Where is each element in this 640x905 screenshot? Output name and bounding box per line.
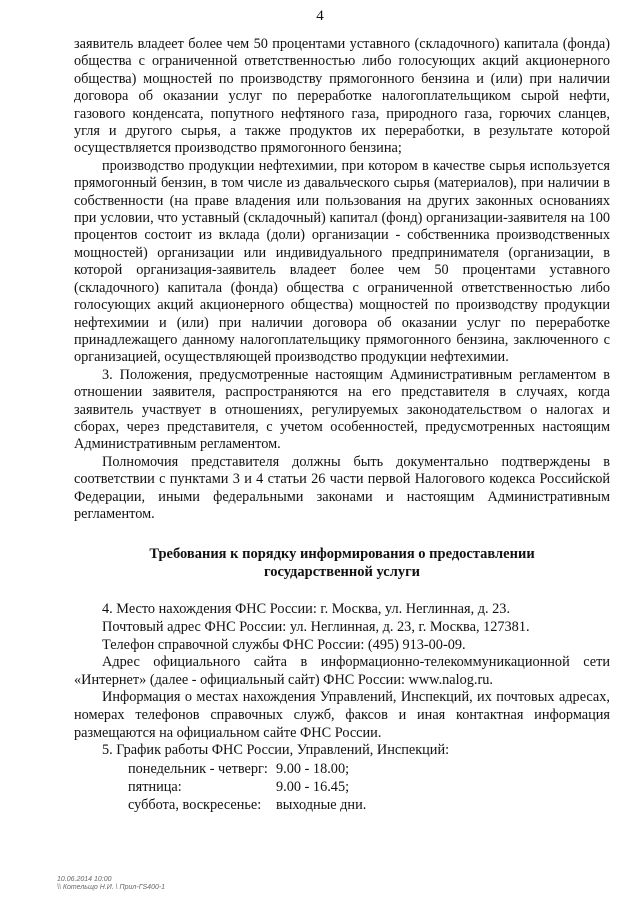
- phone-line: Телефон справочной службы ФНС России: (495) 913-00-09.: [102, 636, 466, 653]
- footer-timestamp: 10.06.2014 10:00: [57, 876, 112, 883]
- website-paragraph: Адрес официального сайта в информационно-телекоммуникационной сети «Интернет» (далее - официальный сайт) ФНС России: www.nalog.ru.: [74, 654, 610, 688]
- schedule-day: суббота, воскресенье:: [128, 796, 262, 813]
- schedule-hours: выходные дни.: [276, 796, 367, 813]
- document-footer: [57, 876, 165, 892]
- section-heading-line2: государственной услуги: [263, 564, 421, 581]
- paragraph-clause-3: 3. Положения, предусмотренные настоящим Административным регламентом в отношении заявителя, распространяются на его представителя в случаях, когда заявитель участвует в отношениях, регулируемых законодательством о налогах и сборах, через представителя, с учетом особенностей, предусмотренных настоящим Административным регламентом.: [74, 366, 610, 453]
- schedule-row: [128, 760, 610, 778]
- paragraph-petrochemicals: производство продукции нефтехимии, при котором в качестве сырья используется прямогонный бензин, в том числе из давальческого сырья (материалов), при наличии в собственности (на праве владения или пользования на других законных основаниях при условии, что уставный (складочный) капитал (фонд) организации-заявителя на 100 процентов состоит из вклада (доли) организации - собственника производственных мощностей) организации или индивидуального предпринимателя (организации, в которой организация-заявитель владеет более чем 50 процентами уставного (складочного) капитала (фонда) общества с ограниченной ответственностью либо голосующих акций акционерного общества) мощностей по производству продукции нефтехимии и (или) при наличии договора об оказании услуг по переработке принадлежащего данному налогоплательщику прямогонного бензина, заключенного с организацией, осуществляющей производство продукции нефтехимии.: [74, 157, 610, 366]
- location-line: 4. Место нахождения ФНС России: г. Москва, ул. Неглинная, д. 23.: [102, 601, 511, 618]
- schedule-hours: 9.00 - 18.00;: [276, 760, 350, 777]
- postal-address-line: Почтовый адрес ФНС России: ул. Неглинная, д. 23, г. Москва, 127381.: [102, 618, 530, 635]
- schedule-day: понедельник - четверг:: [128, 760, 268, 777]
- info-paragraph: Информация о местах нахождения Управлений, Инспекций, их почтовых адресах, номерах телефонов справочных служб, факсов и иная контактная информация размещаются на официальном сайте ФНС России.: [74, 689, 610, 741]
- page-number: 4: [316, 8, 324, 24]
- schedule-hours: 9.00 - 16.45;: [276, 778, 350, 795]
- paragraph-representative-powers: Полномочия представителя должны быть документально подтверждены в соответствии с пунктами 3 и 4 статьи 26 части первой Налогового кодекса Российской Федерации, иными федеральными законами и настоящим Административным регламентом.: [74, 453, 610, 522]
- schedule-row: [128, 796, 610, 814]
- schedule-table: [128, 760, 610, 814]
- schedule-day: пятница:: [128, 778, 182, 795]
- section-heading: [74, 545, 610, 581]
- schedule-row: [128, 778, 610, 796]
- document-body: [74, 36, 610, 814]
- paragraph-continuation: заявитель владеет более чем 50 процентами уставного (складочного) капитала (фонда) общества с ограниченной ответственностью либо голосующих акций акционерного общества) мощностей по производству прямогонного бензина и (или) при наличии договора об оказании услуг по переработке налогоплательщиком сырой нефти, газового конденсата, попутного нефтяного газа, природного газа, горючих сланцев, угля и другого сырья, а также продуктов их переработки, в результате которой осуществляется производство прямогонного бензина;: [74, 36, 610, 157]
- schedule-title: 5. График работы ФНС России, Управлений, Инспекций:: [102, 742, 450, 759]
- footer-file-path: \\ Котельщо Н.И. \ Прил-ГS400-1: [57, 884, 166, 891]
- section-heading-line1: Требования к порядку информирования о предоставлении: [149, 546, 535, 563]
